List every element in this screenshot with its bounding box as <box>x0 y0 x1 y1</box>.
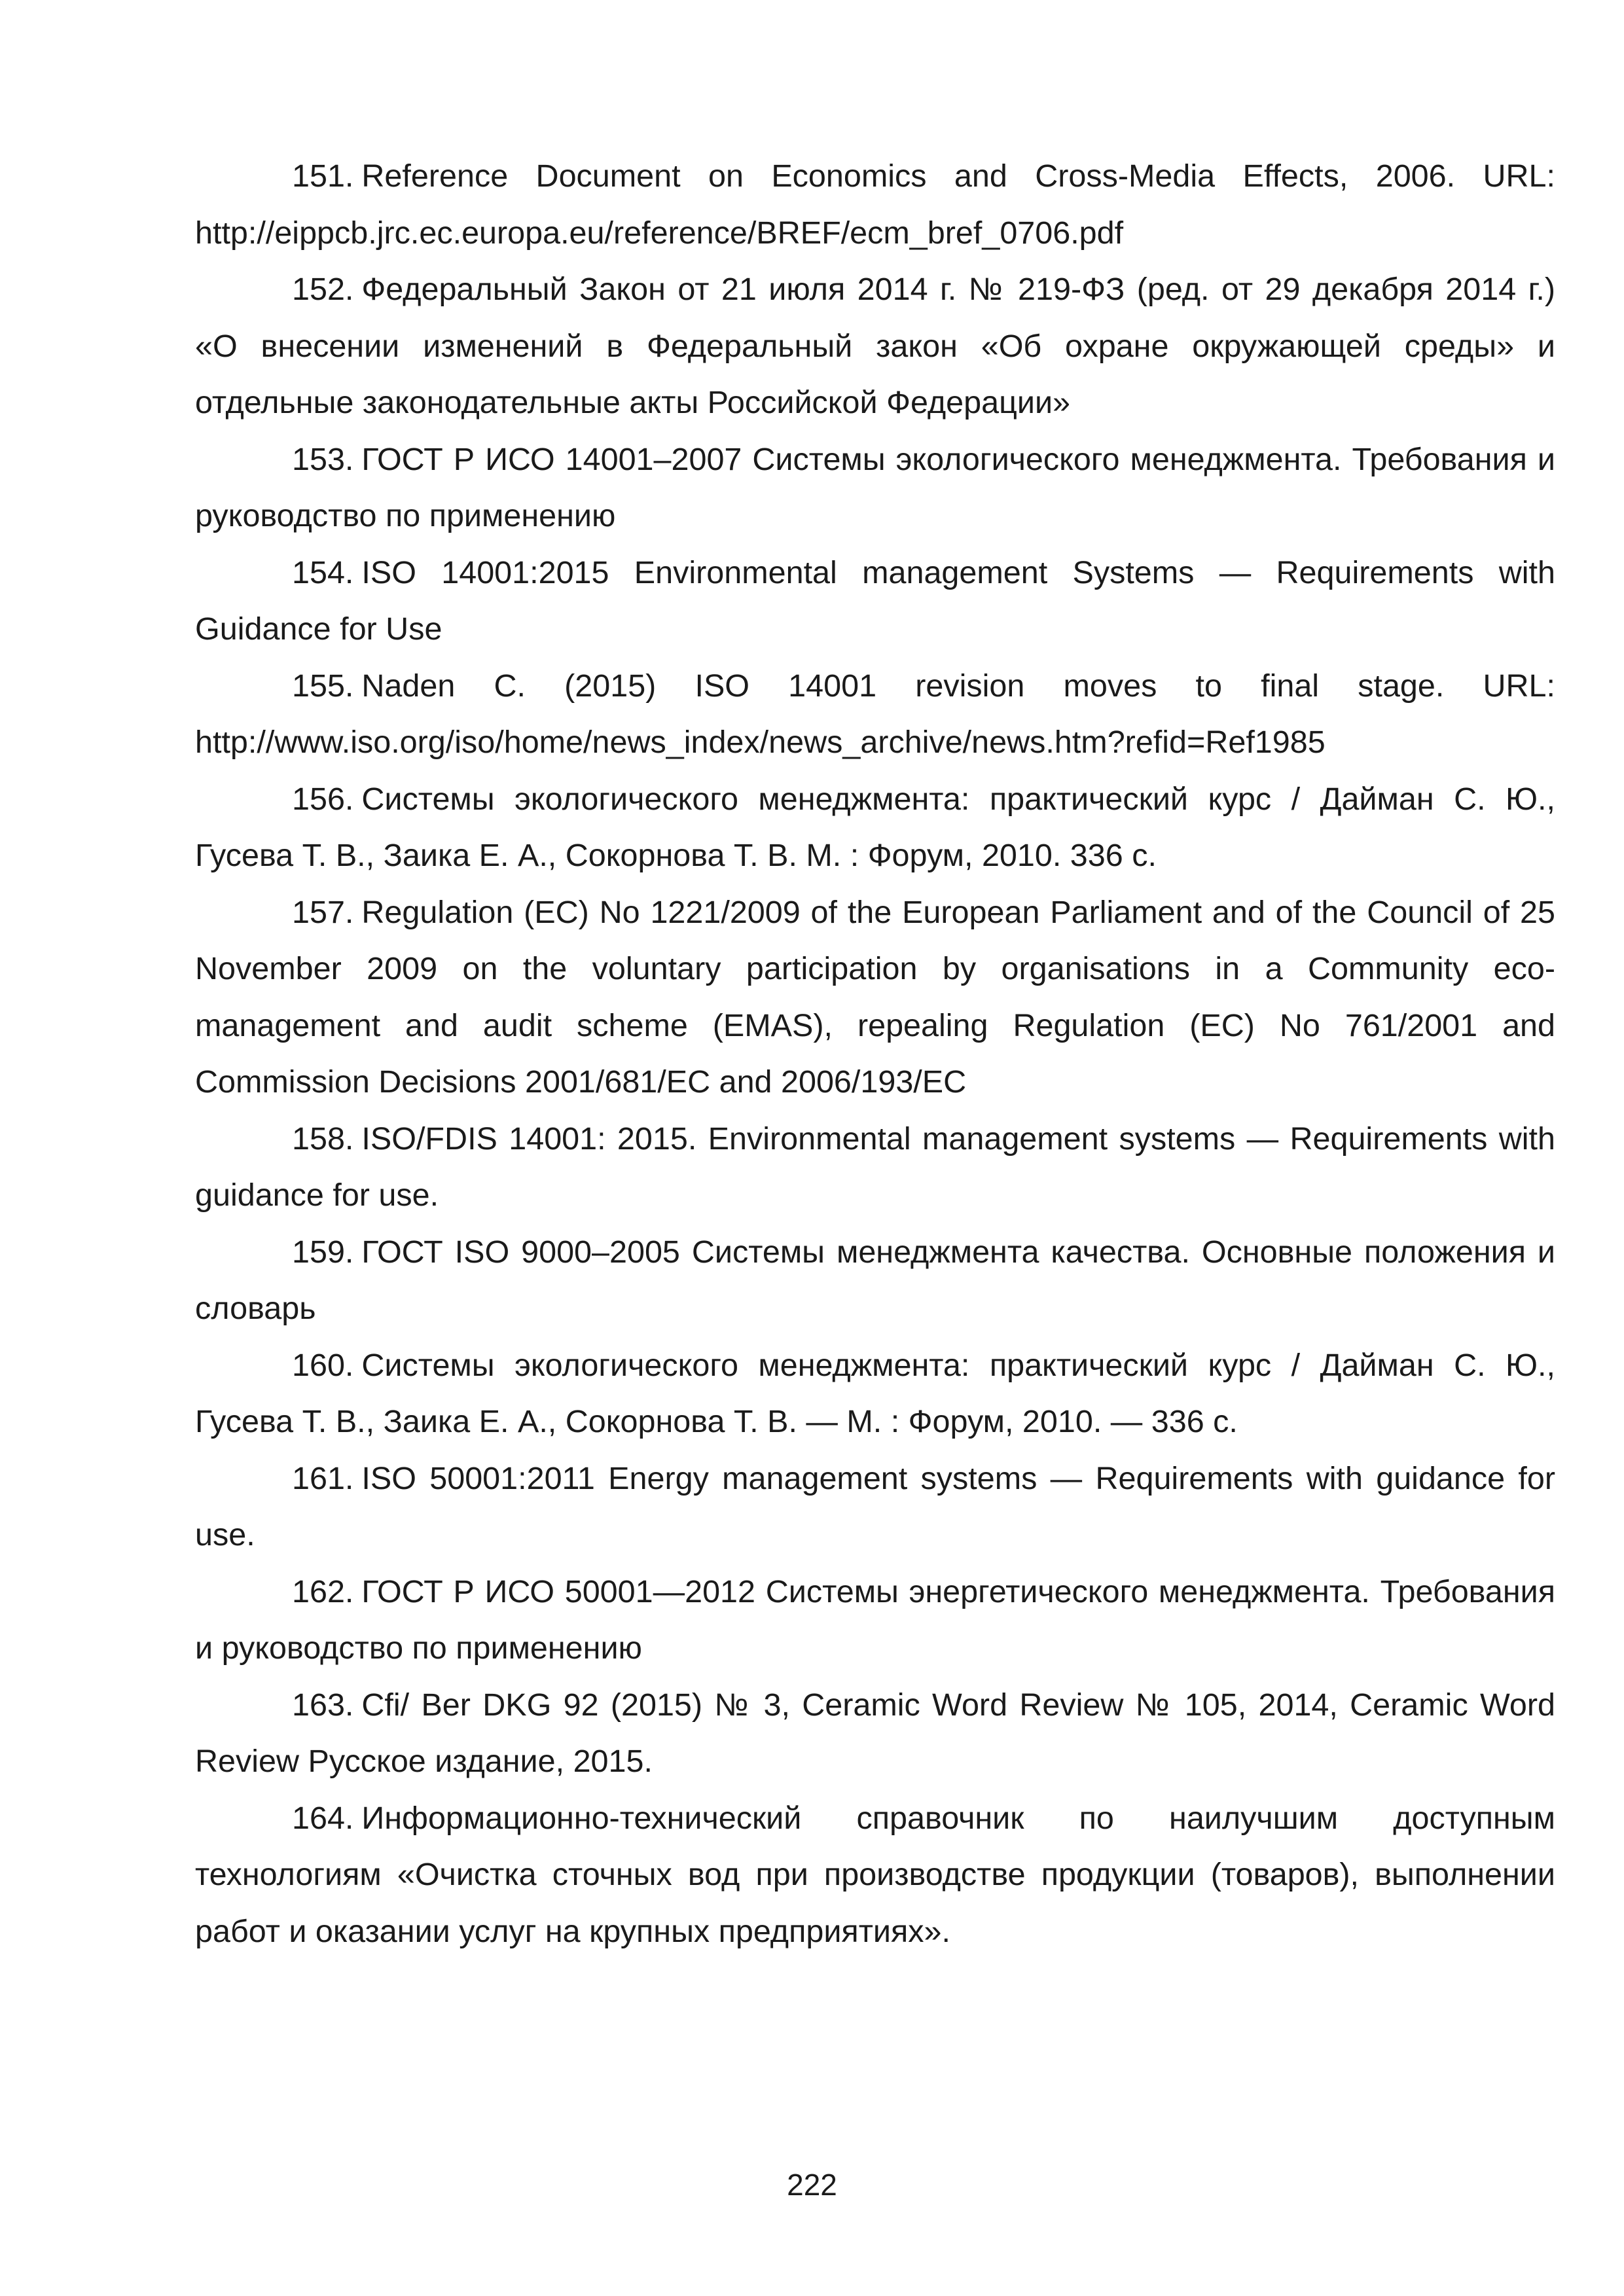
reference-item <box>195 884 1555 1111</box>
reference-number: 157. <box>292 894 354 930</box>
reference-number: 160. <box>292 1347 354 1383</box>
reference-item <box>195 1564 1555 1677</box>
reference-number: 152. <box>292 272 354 307</box>
reference-item <box>195 1790 1555 1960</box>
reference-item <box>195 1337 1555 1450</box>
reference-number: 154. <box>292 554 354 590</box>
reference-text: ГОСТ ISO 9000–2005 Системы менеджмента качества. Основные положения и словарь <box>195 1234 1555 1326</box>
reference-item <box>195 771 1555 884</box>
reference-text: ISO 14001:2015 Environmental management Systems — Requirements with Guidance for Use <box>195 554 1555 647</box>
reference-number: 151. <box>292 158 354 194</box>
reference-item <box>195 261 1555 431</box>
reference-text: ГОСТ Р ИСО 50001—2012 Системы энергетического менеджмента. Требования и руководство по применению <box>195 1573 1555 1666</box>
reference-item <box>195 658 1555 771</box>
reference-text: ISO 50001:2011 Energy management systems — Requirements with guidance for use. <box>195 1460 1555 1552</box>
reference-text: Reference Document on Economics and Cross-Media Effects, 2006. URL: http://eippcb.jrc.ec.europa.eu/reference/BREF/ecm_bref_0706.pdf <box>195 158 1555 251</box>
reference-number: 164. <box>292 1800 354 1836</box>
reference-text: Системы экологического менеджмента: практический курс / Дайман С. Ю., Гусева Т. В., Заика Е. А., Сокорнова Т. В. — М. : Форум, 2010. — 336 с. <box>195 1347 1555 1439</box>
reference-number: 159. <box>292 1234 354 1270</box>
reference-number: 158. <box>292 1121 354 1157</box>
reference-number: 155. <box>292 668 354 704</box>
reference-text: Regulation (EC) No 1221/2009 of the European Parliament and of the Council of 25 November 2009 on the voluntary participation by organisations in a Community eco-management and audit scheme (EMAS), repealing Regulation (EC) No 761/2001 and Commission Decisions 2001/681/EC and 2006/193/EC <box>195 894 1555 1100</box>
reference-text: Naden C. (2015) ISO 14001 revision moves to final stage. URL: http://www.iso.org/iso/home/news_index/news_archive/news.htm?refid=Ref1985 <box>195 668 1555 760</box>
reference-item <box>195 148 1555 261</box>
reference-number: 156. <box>292 781 354 817</box>
reference-text: Федеральный Закон от 21 июля 2014 г. № 219-ФЗ (ред. от 29 декабря 2014 г.) «О внесении изменений в Федеральный закон «Об охране окружающей среды» и отдельные законодательные акты Российской Федерации» <box>195 272 1555 420</box>
reference-text: Информационно-технический справочник по наилучшим доступным технологиям «Очистка сточных вод при производстве продукции (товаров), выполнении работ и оказании услуг на крупных предприятиях». <box>195 1800 1555 1949</box>
reference-item <box>195 431 1555 545</box>
reference-item <box>195 1224 1555 1337</box>
reference-number: 163. <box>292 1687 354 1723</box>
reference-item <box>195 1111 1555 1224</box>
reference-item <box>195 1677 1555 1790</box>
reference-text: Cfi/ Ber DKG 92 (2015) № 3, Ceramic Word Review № 105, 2014, Ceramic Word Review Русское издание, 2015. <box>195 1687 1555 1779</box>
page-number: 222 <box>787 2168 837 2202</box>
reference-list <box>195 148 1555 1960</box>
reference-text: ГОСТ Р ИСО 14001–2007 Системы экологического менеджмента. Требования и руководство по применению <box>195 441 1555 533</box>
reference-item <box>195 1450 1555 1564</box>
reference-number: 162. <box>292 1573 354 1609</box>
reference-number: 161. <box>292 1460 354 1496</box>
reference-number: 153. <box>292 441 354 477</box>
reference-text: ISO/FDIS 14001: 2015. Environmental management systems — Requirements with guidance for use. <box>195 1121 1555 1213</box>
reference-text: Системы экологического менеджмента: практический курс / Дайман С. Ю., Гусева Т. В., Заика Е. А., Сокорнова Т. В. М. : Форум, 2010. 336 с. <box>195 781 1555 873</box>
reference-item <box>195 545 1555 658</box>
